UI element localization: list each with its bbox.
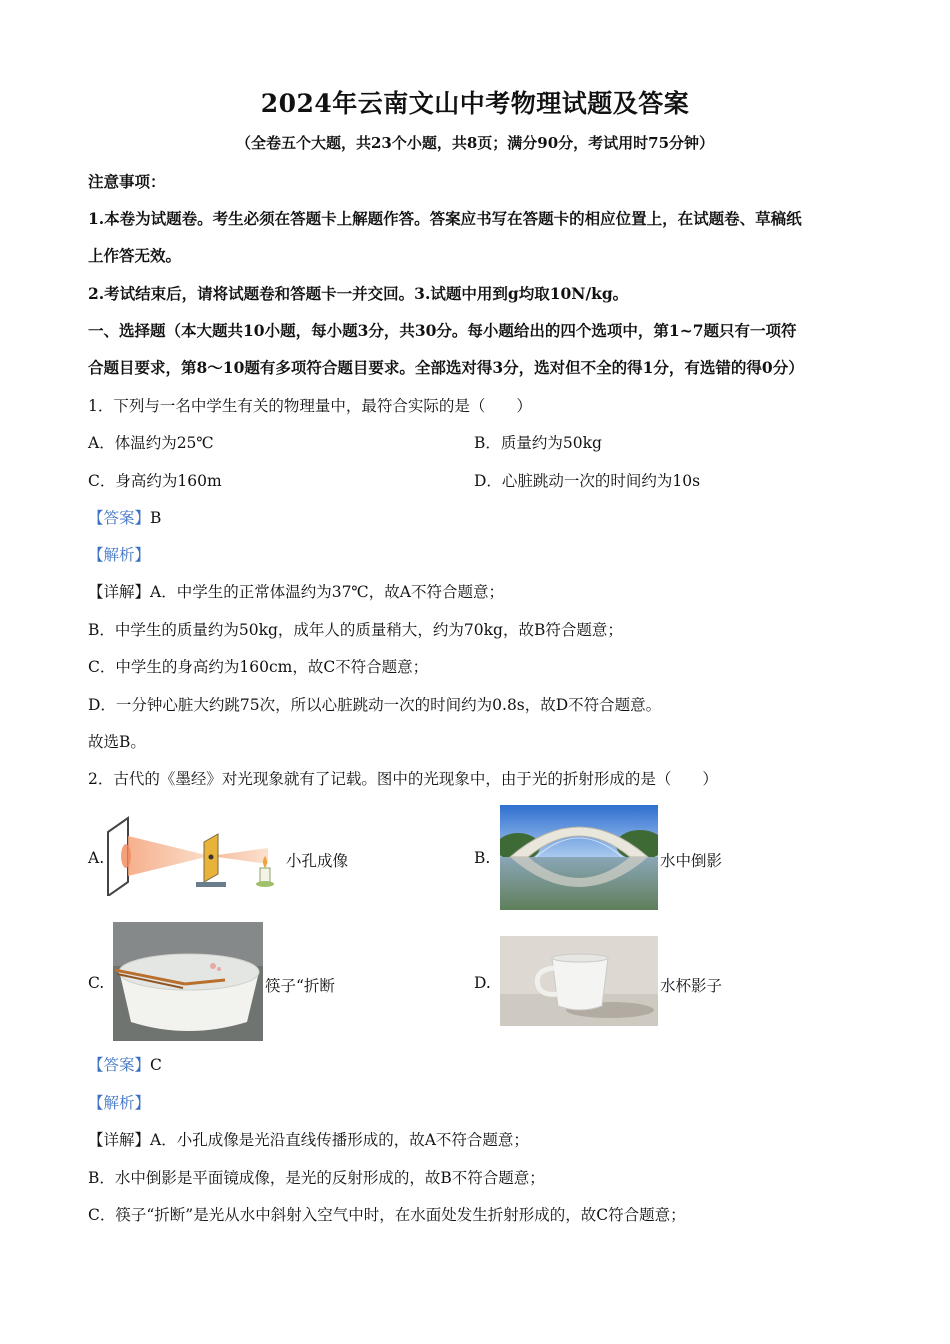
detail-text: A．小孔成像是光沿直线传播形成的，故A不符合题意；: [150, 1131, 529, 1149]
question-1-answer: [88, 506, 161, 528]
answer-value: C: [150, 1056, 162, 1074]
question-2-option-b-text: 水中倒影: [660, 852, 723, 870]
question-2-option-d-text: 水杯影子: [660, 977, 723, 995]
question-1-conclusion: 故选B。: [88, 733, 146, 751]
section-heading: 一、选择题（本大题共10小题，每小题3分，共30分。每小题给出的四个选项中，第1~7题只有一项符: [88, 321, 797, 340]
question-1-option-b: B．质量约为50kg: [474, 434, 602, 452]
chopsticks-bowl-photo: [113, 922, 263, 1041]
question-1-option-d: D．心脏跳动一次的时间约为10s: [474, 472, 701, 490]
notice-item-1: 1.本卷为试题卷。考生必须在答题卡上解题作答。答案应书写在答题卡的相应位置上，在试题卷、草稿纸: [88, 209, 802, 228]
answer-value: B: [150, 509, 162, 527]
question-2-analysis-tag: 【解析】: [88, 1094, 151, 1112]
question-1-option-a: A．体温约为25℃: [88, 434, 214, 452]
pinhole-imaging-figure: [106, 812, 282, 896]
page-subtitle: （全卷五个大题，共23个小题，共8页；满分90分，考试用时75分钟）: [235, 134, 715, 152]
bridge-reflection-photo: [500, 805, 658, 910]
question-2-answer: [88, 1053, 162, 1075]
question-1-stem: 1．下列与一名中学生有关的物理量中，最符合实际的是（ ）: [88, 397, 532, 415]
question-2-detail-a: [88, 1128, 529, 1150]
question-2-option-a-letter: A.: [88, 849, 105, 867]
question-1-analysis-tag: 【解析】: [88, 546, 151, 564]
page-title: 2024年云南文山中考物理试题及答案: [260, 89, 690, 118]
question-2-stem: 2．古代的《墨经》对光现象就有了记载。图中的光现象中，由于光的折射形成的是（ ）: [88, 770, 718, 788]
question-2-option-b-letter: B.: [474, 849, 491, 867]
question-1-detail-d: D．一分钟心脏大约跳75次，所以心脏跳动一次的时间约为0.8s，故D不符合题意。: [88, 696, 662, 714]
question-2-option-a-text: 小孔成像: [286, 852, 349, 870]
notice-item-1-cont: 上作答无效。: [88, 246, 182, 265]
question-1-detail-a: [88, 580, 504, 602]
question-2-option-c-letter: C.: [88, 974, 105, 992]
answer-tag: 【答案】: [88, 509, 151, 527]
detail-text: A．中学生的正常体温约为37℃，故A不符合题意；: [150, 583, 504, 601]
answer-tag: 【答案】: [88, 1056, 151, 1074]
question-1-detail-c: C．中学生的身高约为160cm，故C不符合题意；: [88, 658, 429, 676]
cup-shadow-photo: [500, 936, 658, 1026]
notice-item-2: 2.考试结束后，请将试题卷和答题卡一并交回。3.试题中用到g均取10N/kg。: [88, 284, 629, 303]
section-heading-cont: 合题目要求，第8～10题有多项符合题目要求。全部选对得3分，选对但不全的得1分，有选错的得0分）: [88, 358, 804, 377]
question-1-option-c: C．身高约为160m: [88, 472, 222, 490]
notice-heading: 注意事项：: [88, 172, 166, 191]
detail-tag: 【详解】: [88, 1131, 151, 1149]
question-2-option-d-letter: D.: [474, 974, 491, 992]
question-2-detail-b: B．水中倒影是平面镜成像，是光的反射形成的，故B不符合题意；: [88, 1169, 545, 1187]
question-2-option-c-text: 筷子“折断: [265, 977, 335, 995]
question-1-detail-b: B．中学生的质量约为50kg，成年人的质量稍大，约为70kg，故B符合题意；: [88, 621, 623, 639]
question-2-detail-c: C．筷子“折断”是光从水中斜射入空气中时，在水面处发生折射形成的，故C符合题意；: [88, 1206, 686, 1224]
detail-tag: 【详解】: [88, 583, 151, 601]
